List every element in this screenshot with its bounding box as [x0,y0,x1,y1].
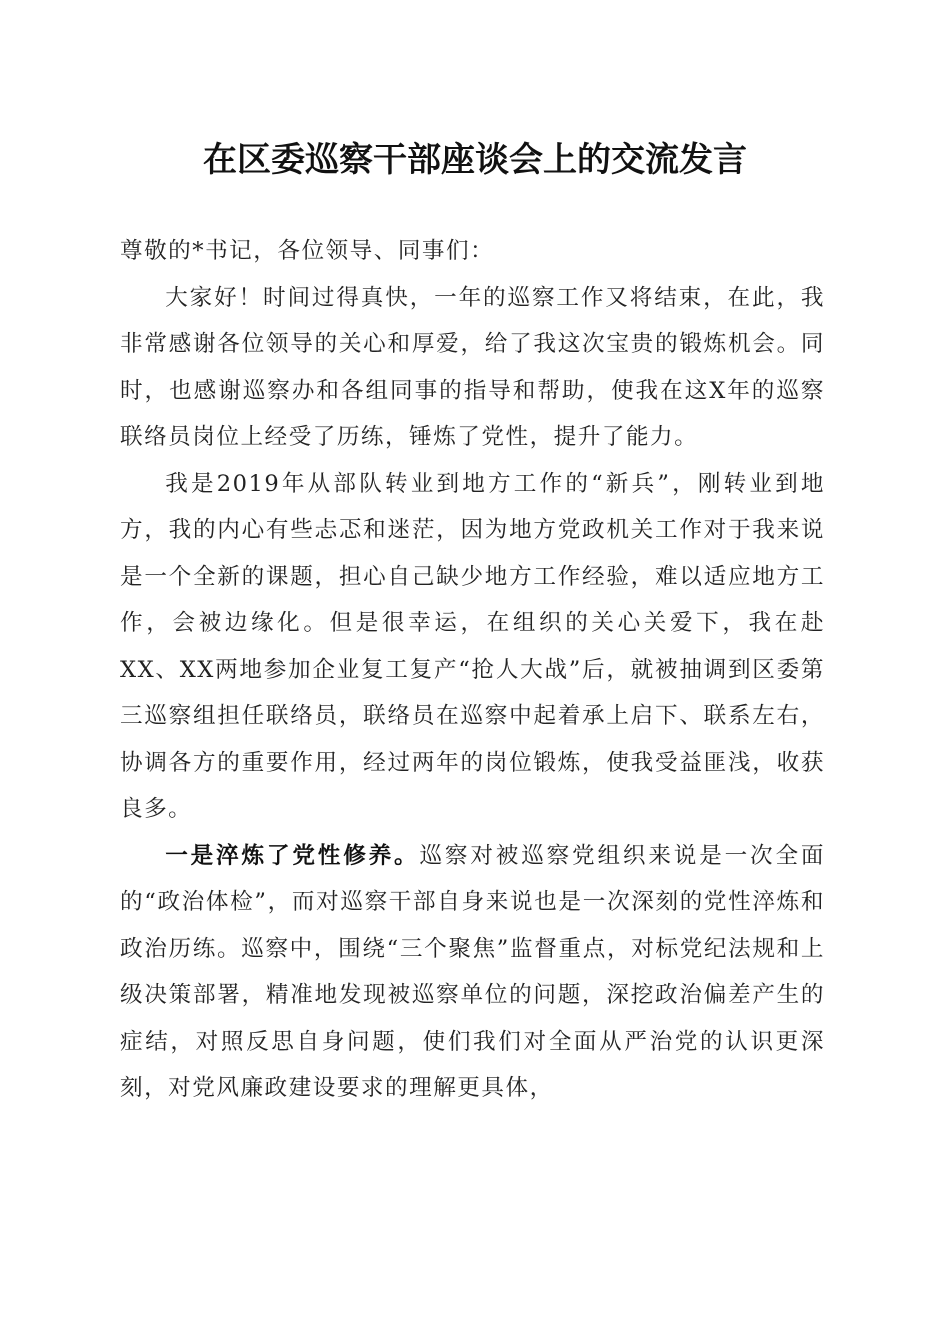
salutation: 尊敬的*书记，各位领导、同事们： [120,238,495,264]
paragraph-section-one [120,833,825,1112]
document-title: 在区委巡察干部座谈会上的交流发言 [203,140,747,180]
paragraph-background: 我是2019年从部队转业到地方工作的“新兵”，刚转业到地方，我的内心有些忐忑和迷茫，因为地方党政机关工作对于我来说是一个全新的课题，担心自己缺少地方工作经验，难以适应地方工作，会被边缘化。但是很幸运，在组织的关心关爱下，我在赴XX、XX两地参加企业复工复产“抢人大战”后，就被抽调到区委第三巡察组担任联络员，联络员在巡察中起着承上启下、联系左右，协调各方的重要作用，经过两年的岗位锻炼，使我受益匪浅，收获良多。 [120,470,825,822]
section-one-lead: 一是淬炼了党性修养。 [165,842,420,869]
section-one-text: 巡察对被巡察党组织来说是一次全面的“政治体检”，而对巡察干部自身来说也是一次深刻的党性淬炼和政治历练。巡察中，围绕“三个聚焦”监督重点，对标党纪法规和上级决策部署，精准地发现被巡察单位的问题，深挖政治偏差产生的症结，对照反思自身问题，使们我们对全面从严治党的认识更深刻，对党风廉政建设要求的理解更具体， [120,842,826,1101]
document-body [120,228,825,1112]
paragraph-greeting: 大家好！时间过得真快，一年的巡察工作又将结束，在此，我非常感谢各位领导的关心和厚爱，给了我这次宝贵的锻炼机会。同时，也感谢巡察办和各组同事的指导和帮助，使我在这X年的巡察联络员岗位上经受了历练，锤炼了党性，提升了能力。 [120,284,825,450]
